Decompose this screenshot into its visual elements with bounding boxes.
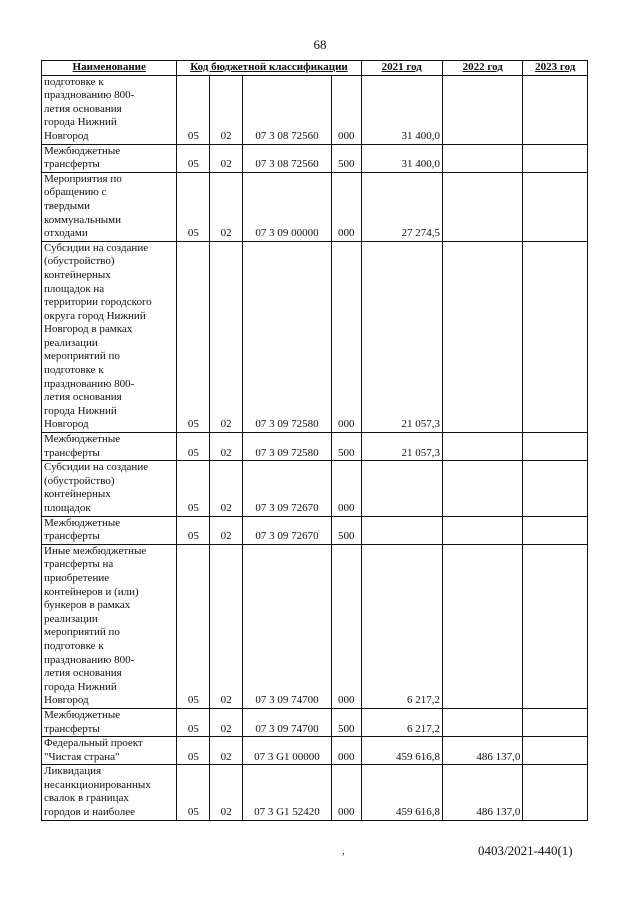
code-target-article: 07 3 09 72670 — [243, 461, 332, 516]
footer-mark: , — [342, 845, 345, 857]
row-name: Иные межбюджетные трансферты на приобретение контейнеров и (или) бункеров в рамках реализации мероприятий по подготовке к празднованию 800- летия основания города Нижний Новгород — [42, 544, 177, 708]
row-name: Мероприятия по обращению с твердыми коммунальными отходами — [42, 172, 177, 241]
amount-2022: 486 137,0 — [443, 765, 523, 820]
amount-2023 — [523, 241, 588, 432]
header-budget-code: Код бюджетной классификации — [177, 61, 361, 76]
code-target-article: 07 3 08 72560 — [243, 75, 332, 144]
code-expense-type: 000 — [331, 241, 361, 432]
amount-2022 — [443, 241, 523, 432]
amount-2023 — [523, 433, 588, 461]
code-subsection: 02 — [210, 172, 243, 241]
table-row — [42, 172, 588, 241]
header-2022: 2022 год — [443, 61, 523, 76]
amount-2022 — [443, 172, 523, 241]
code-expense-type: 000 — [331, 765, 361, 820]
code-target-article: 07 3 09 74700 — [243, 708, 332, 736]
header-name: Наименование — [42, 61, 177, 76]
code-expense-type: 000 — [331, 461, 361, 516]
row-name: Межбюджетные трансферты — [42, 708, 177, 736]
amount-2022 — [443, 461, 523, 516]
row-name: Субсидии на создание (обустройство) контейнерных площадок — [42, 461, 177, 516]
amount-2021: 459 616,8 — [361, 765, 442, 820]
row-name: Межбюджетные трансферты — [42, 516, 177, 544]
table-row — [42, 75, 588, 144]
table-row — [42, 241, 588, 432]
table-row — [42, 708, 588, 736]
amount-2023 — [523, 172, 588, 241]
amount-2023 — [523, 516, 588, 544]
code-expense-type: 500 — [331, 144, 361, 172]
amount-2021: 31 400,0 — [361, 144, 442, 172]
amount-2023 — [523, 708, 588, 736]
code-subsection: 02 — [210, 75, 243, 144]
code-target-article: 07 3 08 72560 — [243, 144, 332, 172]
code-section: 05 — [177, 144, 210, 172]
table-row — [42, 461, 588, 516]
amount-2022 — [443, 433, 523, 461]
code-section: 05 — [177, 708, 210, 736]
budget-table — [41, 60, 588, 821]
code-target-article: 07 3 G1 52420 — [243, 765, 332, 820]
row-name: Федеральный проект "Чистая страна" — [42, 737, 177, 765]
code-target-article: 07 3 09 72670 — [243, 516, 332, 544]
code-subsection: 02 — [210, 241, 243, 432]
amount-2023 — [523, 737, 588, 765]
code-subsection: 02 — [210, 737, 243, 765]
code-section: 05 — [177, 544, 210, 708]
table-header-row — [42, 61, 588, 76]
code-target-article: 07 3 09 72580 — [243, 241, 332, 432]
amount-2021: 6 217,2 — [361, 544, 442, 708]
row-name: Межбюджетные трансферты — [42, 433, 177, 461]
table-row — [42, 516, 588, 544]
row-name: подготовке к празднованию 800- летия основания города Нижний Новгород — [42, 75, 177, 144]
header-2021: 2021 год — [361, 61, 442, 76]
amount-2022 — [443, 516, 523, 544]
code-target-article: 07 3 09 74700 — [243, 544, 332, 708]
code-expense-type: 500 — [331, 708, 361, 736]
amount-2023 — [523, 75, 588, 144]
code-section: 05 — [177, 241, 210, 432]
header-2023: 2023 год — [523, 61, 588, 76]
table-row — [42, 433, 588, 461]
amount-2021 — [361, 461, 442, 516]
code-subsection: 02 — [210, 544, 243, 708]
row-name: Субсидии на создание (обустройство) контейнерных площадок на территории городского округа город Нижний Новгород в рамках реализации мероприятий по подготовке к празднованию 800- летия основания города Нижний Новгород — [42, 241, 177, 432]
amount-2021: 21 057,3 — [361, 241, 442, 432]
amount-2021: 27 274,5 — [361, 172, 442, 241]
code-subsection: 02 — [210, 433, 243, 461]
code-target-article: 07 3 09 72580 — [243, 433, 332, 461]
code-target-article: 07 3 09 00000 — [243, 172, 332, 241]
amount-2021: 21 057,3 — [361, 433, 442, 461]
code-section: 05 — [177, 737, 210, 765]
amount-2021: 6 217,2 — [361, 708, 442, 736]
code-section: 05 — [177, 461, 210, 516]
document-code: 0403/2021-440(1) — [478, 843, 573, 858]
amount-2023 — [523, 544, 588, 708]
row-name: Межбюджетные трансферты — [42, 144, 177, 172]
table-row — [42, 144, 588, 172]
row-name: Ликвидация несанкционированных свалок в границах городов и наиболее — [42, 765, 177, 820]
code-expense-type: 000 — [331, 75, 361, 144]
code-expense-type: 500 — [331, 433, 361, 461]
code-subsection: 02 — [210, 144, 243, 172]
code-section: 05 — [177, 516, 210, 544]
code-section: 05 — [177, 75, 210, 144]
code-subsection: 02 — [210, 765, 243, 820]
code-section: 05 — [177, 765, 210, 820]
table-body — [42, 75, 588, 820]
amount-2023 — [523, 461, 588, 516]
code-section: 05 — [177, 433, 210, 461]
amount-2021 — [361, 516, 442, 544]
code-subsection: 02 — [210, 461, 243, 516]
code-subsection: 02 — [210, 516, 243, 544]
amount-2022 — [443, 144, 523, 172]
table-row — [42, 765, 588, 820]
amount-2023 — [523, 765, 588, 820]
code-expense-type: 500 — [331, 516, 361, 544]
amount-2022: 486 137,0 — [443, 737, 523, 765]
table-row — [42, 737, 588, 765]
code-expense-type: 000 — [331, 544, 361, 708]
code-expense-type: 000 — [331, 737, 361, 765]
amount-2022 — [443, 708, 523, 736]
amount-2022 — [443, 544, 523, 708]
amount-2023 — [523, 144, 588, 172]
page-number: 68 — [313, 37, 327, 52]
code-subsection: 02 — [210, 708, 243, 736]
table-row — [42, 544, 588, 708]
code-section: 05 — [177, 172, 210, 241]
code-target-article: 07 3 G1 00000 — [243, 737, 332, 765]
amount-2022 — [443, 75, 523, 144]
code-expense-type: 000 — [331, 172, 361, 241]
amount-2021: 459 616,8 — [361, 737, 442, 765]
amount-2021: 31 400,0 — [361, 75, 442, 144]
